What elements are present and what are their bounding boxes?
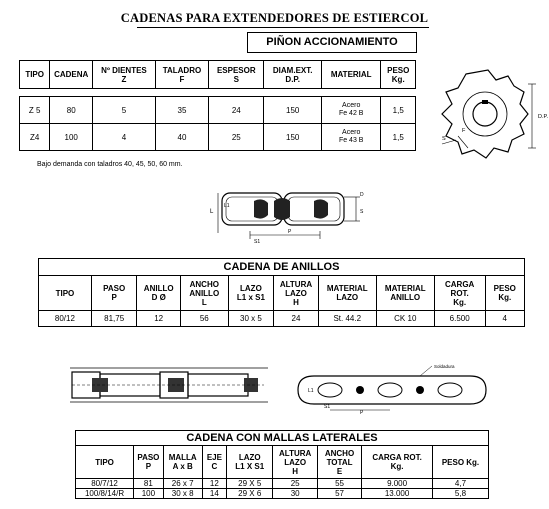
mallas-col-paso: PASO P: [134, 446, 164, 479]
table-cell: Acero Fe 42 B: [321, 97, 381, 124]
table-cell: 30: [273, 489, 317, 499]
anillos-col-paso: PASO P: [91, 276, 137, 311]
pinon-col-diam: DIAM.EXT. D.P.: [264, 61, 321, 89]
table-cell: 13.000: [362, 489, 433, 499]
pinon-col-tipo: TIPO: [20, 61, 50, 89]
table-cell: 80: [50, 97, 93, 124]
table-cell: 26 x 7: [163, 479, 202, 489]
table-row: [20, 124, 416, 151]
table-cell: 24: [274, 311, 319, 327]
pinon-col-material: MATERIAL: [321, 61, 381, 89]
table-cell: 80/12: [39, 311, 92, 327]
table-row: [76, 489, 489, 499]
anillos-col-carga: CARGA ROT. Kg.: [434, 276, 485, 311]
title-underline: [137, 27, 429, 28]
pinon-note: Bajo demanda con taladros 40, 45, 50, 60 mm.: [37, 161, 183, 168]
document-title: CADENAS PARA EXTENDEDORES DE ESTIERCOL: [120, 11, 429, 25]
mallas-section-title: CADENA CON MALLAS LATERALES: [76, 431, 489, 446]
anillos-table: [38, 258, 525, 327]
table-row: [76, 479, 489, 489]
anillos-col-ancho: ANCHO ANILLO L: [180, 276, 228, 311]
side-chain-side-drawing: [290, 362, 500, 414]
mallas-col-lazo: LAZO L1 X S1: [227, 446, 273, 479]
mallas-table: [75, 430, 489, 499]
table-cell: 150: [264, 97, 321, 124]
dim-label-l1: L1: [224, 203, 230, 209]
table-cell: 12: [137, 311, 181, 327]
anillos-col-peso: PESO Kg.: [485, 276, 524, 311]
table-cell: 6.500: [434, 311, 485, 327]
dim-label-s: S: [442, 136, 446, 142]
dim-label-s-ring: S: [360, 209, 364, 215]
table-cell: 80/7/12: [76, 479, 134, 489]
table-cell: 55: [317, 479, 361, 489]
mallas-col-ancho: ANCHO TOTAL E: [317, 446, 361, 479]
mallas-col-eje: EJE C: [202, 446, 226, 479]
table-cell: St. 44.2: [318, 311, 376, 327]
anillos-col-anillo: ANILLO D Ø: [137, 276, 181, 311]
anillos-col-altura: ALTURA LAZO H: [274, 276, 319, 311]
table-cell: 100: [50, 124, 93, 151]
pinon-body-table: [19, 96, 416, 151]
mallas-col-altura: ALTURA LAZO H: [273, 446, 317, 479]
table-cell: 4: [485, 311, 524, 327]
table-cell: CK 10: [376, 311, 434, 327]
table-row: [39, 311, 525, 327]
mallas-col-malla: MALLA A x B: [163, 446, 202, 479]
table-cell: Z 5: [20, 97, 50, 124]
table-cell: 35: [155, 97, 208, 124]
table-cell: 25: [209, 124, 264, 151]
table-cell: 1,5: [381, 97, 416, 124]
ring-chain-drawing: [210, 187, 370, 245]
dim-label-l: L: [210, 209, 214, 215]
pinon-col-dientes: Nº DIENTES Z: [93, 61, 156, 89]
side-chain-top-drawing: [68, 362, 268, 408]
dim-label-s1: S1: [254, 239, 261, 245]
table-cell: 29 X 6: [227, 489, 273, 499]
dim-label-dp: D.P.: [538, 114, 548, 120]
table-cell: Acero Fe 43 B: [321, 124, 381, 151]
sprocket-drawing: [428, 62, 548, 160]
table-cell: 4,7: [432, 479, 488, 489]
anillos-col-lazo: LAZO L1 x S1: [228, 276, 274, 311]
pinon-section-title: PIÑON ACCIONAMIENTO: [247, 32, 417, 53]
pinon-col-taladro: TALADRO F: [155, 61, 208, 89]
anillos-col-material-lazo: MATERIAL LAZO: [318, 276, 376, 311]
mallas-col-tipo: TIPO: [76, 446, 134, 479]
table-cell: 4: [93, 124, 156, 151]
table-cell: 100/8/14/R: [76, 489, 134, 499]
anillos-col-tipo: TIPO: [39, 276, 92, 311]
table-cell: 5,8: [432, 489, 488, 499]
table-cell: 40: [155, 124, 208, 151]
table-row: [20, 97, 416, 124]
table-cell: 24: [209, 97, 264, 124]
pinon-col-peso: PESO Kg.: [381, 61, 416, 89]
table-cell: 25: [273, 479, 317, 489]
dim-label-p-ring: P: [288, 229, 292, 235]
dim-label-s1-side: S1: [324, 404, 331, 410]
table-cell: 150: [264, 124, 321, 151]
pinon-col-cadena: CADENA: [50, 61, 93, 89]
table-cell: 1,5: [381, 124, 416, 151]
dim-label-p-side: P: [360, 410, 364, 416]
dim-label-f: F: [462, 128, 466, 134]
pinon-header-table: [19, 60, 416, 89]
anillos-section-title: CADENA DE ANILLOS: [39, 259, 525, 276]
table-cell: Z4: [20, 124, 50, 151]
mallas-col-peso: PESO Kg.: [432, 446, 488, 479]
table-cell: 14: [202, 489, 226, 499]
table-cell: 5: [93, 97, 156, 124]
table-cell: 100: [134, 489, 164, 499]
table-cell: 30 x 8: [163, 489, 202, 499]
anillos-col-material-anillo: MATERIAL ANILLO: [376, 276, 434, 311]
label-soldadura: Soldadura: [434, 364, 455, 369]
table-cell: 57: [317, 489, 361, 499]
mallas-col-carga: CARGA ROT. Kg.: [362, 446, 433, 479]
dim-label-l1-side: L1: [308, 388, 314, 394]
table-cell: 12: [202, 479, 226, 489]
table-cell: 30 x 5: [228, 311, 274, 327]
table-cell: 29 X 5: [227, 479, 273, 489]
table-cell: 9.000: [362, 479, 433, 489]
dim-label-d: D: [360, 192, 364, 198]
table-cell: 56: [180, 311, 228, 327]
table-cell: 81,75: [91, 311, 137, 327]
table-cell: 81: [134, 479, 164, 489]
pinon-col-espesor: ESPESOR S: [209, 61, 264, 89]
